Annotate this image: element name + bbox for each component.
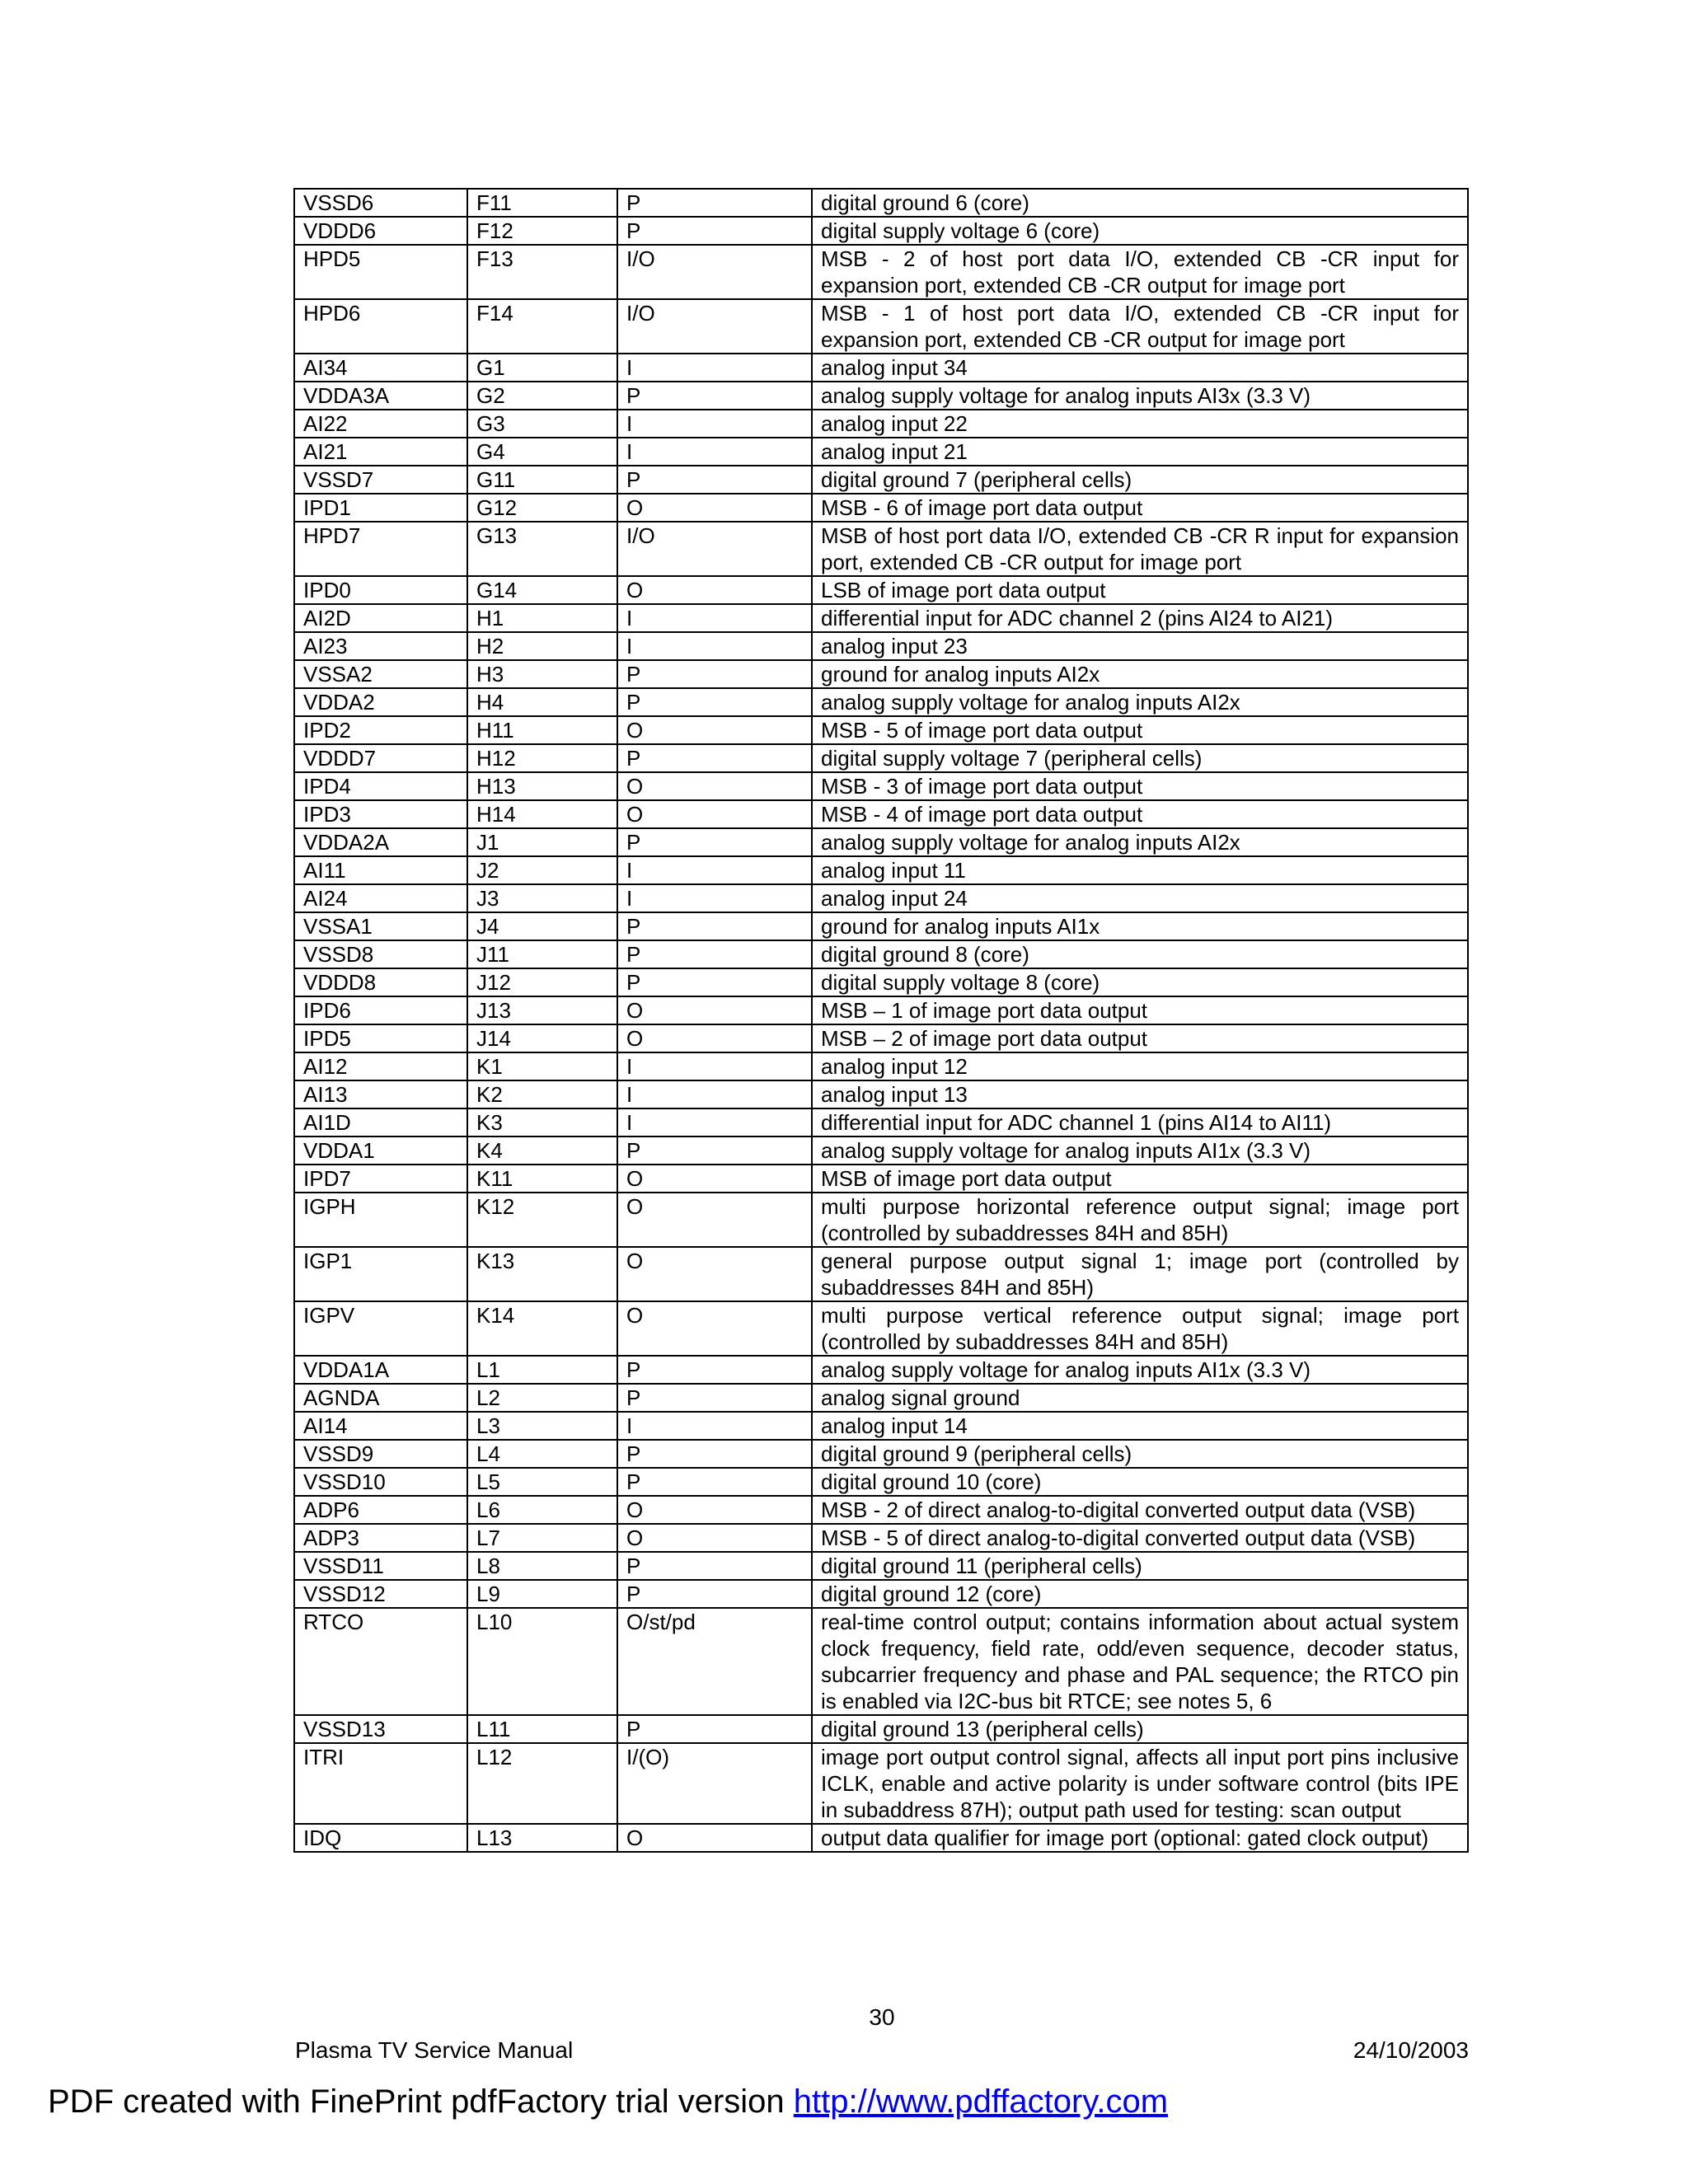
type-cell: O <box>617 800 812 828</box>
symbol-cell: IPD2 <box>294 716 467 744</box>
type-cell: I <box>617 604 812 632</box>
symbol-cell: VDDD7 <box>294 744 467 772</box>
type-cell: P <box>617 217 812 245</box>
pin-cell: G13 <box>467 522 617 576</box>
symbol-cell: IDQ <box>294 1824 467 1852</box>
symbol-cell: VDDA1A <box>294 1356 467 1384</box>
pin-cell: H13 <box>467 772 617 800</box>
table-row <box>294 245 1468 299</box>
pin-cell: L1 <box>467 1356 617 1384</box>
pin-cell: L2 <box>467 1384 617 1412</box>
symbol-cell: VDDA3A <box>294 382 467 410</box>
description-cell: digital ground 9 (peripheral cells) <box>812 1440 1468 1468</box>
type-cell: P <box>617 1552 812 1580</box>
symbol-cell: IPD6 <box>294 996 467 1024</box>
pin-cell: G11 <box>467 466 617 494</box>
symbol-cell: VSSD11 <box>294 1552 467 1580</box>
type-cell: O <box>617 576 812 604</box>
symbol-cell: AI12 <box>294 1052 467 1080</box>
pin-cell: J1 <box>467 828 617 856</box>
pin-cell: H4 <box>467 688 617 716</box>
pin-cell: J4 <box>467 912 617 940</box>
symbol-cell: IGP1 <box>294 1247 467 1301</box>
type-cell: P <box>617 189 812 217</box>
type-cell: O <box>617 1193 812 1247</box>
table-row <box>294 1440 1468 1468</box>
pin-cell: H11 <box>467 716 617 744</box>
type-cell: I <box>617 1108 812 1137</box>
description-cell: MSB - 5 of image port data output <box>812 716 1468 744</box>
pin-cell: K13 <box>467 1247 617 1301</box>
symbol-cell: AI1D <box>294 1108 467 1137</box>
table-row <box>294 1468 1468 1496</box>
pin-cell: F14 <box>467 299 617 354</box>
type-cell: I <box>617 410 812 438</box>
type-cell: P <box>617 1715 812 1743</box>
symbol-cell: AI11 <box>294 856 467 884</box>
type-cell: O <box>617 1524 812 1552</box>
table-row <box>294 1137 1468 1165</box>
symbol-cell: VSSD13 <box>294 1715 467 1743</box>
table-row <box>294 1824 1468 1852</box>
table-row <box>294 660 1468 688</box>
type-cell: I/O <box>617 522 812 576</box>
symbol-cell: AI13 <box>294 1080 467 1108</box>
pin-cell: J11 <box>467 940 617 968</box>
symbol-cell: AI34 <box>294 354 467 382</box>
table-row <box>294 522 1468 576</box>
table-row <box>294 1024 1468 1052</box>
table-row <box>294 1524 1468 1552</box>
description-cell: MSB - 2 of direct analog-to-digital converted output data (VSB) <box>812 1496 1468 1524</box>
symbol-cell: VDDA1 <box>294 1137 467 1165</box>
description-cell: analog supply voltage for analog inputs AI3x (3.3 V) <box>812 382 1468 410</box>
table-row <box>294 856 1468 884</box>
table-row <box>294 1412 1468 1440</box>
table-row <box>294 1552 1468 1580</box>
description-cell: digital ground 6 (core) <box>812 189 1468 217</box>
type-cell: P <box>617 1356 812 1384</box>
description-cell: analog input 21 <box>812 438 1468 466</box>
symbol-cell: RTCO <box>294 1608 467 1715</box>
table-row <box>294 604 1468 632</box>
table-row <box>294 744 1468 772</box>
description-cell: analog input 34 <box>812 354 1468 382</box>
table-row <box>294 688 1468 716</box>
description-cell: MSB – 2 of image port data output <box>812 1024 1468 1052</box>
description-cell: output data qualifier for image port (optional: gated clock output) <box>812 1824 1468 1852</box>
type-cell: I <box>617 354 812 382</box>
pin-cell: G2 <box>467 382 617 410</box>
symbol-cell: AI22 <box>294 410 467 438</box>
symbol-cell: VSSD12 <box>294 1580 467 1608</box>
symbol-cell: IPD5 <box>294 1024 467 1052</box>
symbol-cell: ADP3 <box>294 1524 467 1552</box>
pin-cell: J3 <box>467 884 617 912</box>
table-row <box>294 1052 1468 1080</box>
table-row <box>294 1193 1468 1247</box>
symbol-cell: IPD0 <box>294 576 467 604</box>
type-cell: P <box>617 466 812 494</box>
type-cell: O <box>617 1165 812 1193</box>
description-cell: analog supply voltage for analog inputs AI1x (3.3 V) <box>812 1137 1468 1165</box>
symbol-cell: IPD4 <box>294 772 467 800</box>
pin-cell: K12 <box>467 1193 617 1247</box>
pin-cell: L4 <box>467 1440 617 1468</box>
description-cell: analog input 22 <box>812 410 1468 438</box>
pin-cell: L6 <box>467 1496 617 1524</box>
table-row <box>294 1608 1468 1715</box>
pin-cell: G4 <box>467 438 617 466</box>
symbol-cell: VSSD9 <box>294 1440 467 1468</box>
description-cell: MSB - 1 of host port data I/O, extended CB -CR input for expansion port, extended CB -CR output for image port <box>812 299 1468 354</box>
pin-cell: H1 <box>467 604 617 632</box>
pin-cell: L5 <box>467 1468 617 1496</box>
type-cell: P <box>617 744 812 772</box>
description-cell: multi purpose horizontal reference output signal; image port (controlled by subaddresses 84H and 85H) <box>812 1193 1468 1247</box>
table-row <box>294 1247 1468 1301</box>
type-cell: O <box>617 772 812 800</box>
table-row <box>294 1384 1468 1412</box>
description-cell: ground for analog inputs AI2x <box>812 660 1468 688</box>
symbol-cell: AI21 <box>294 438 467 466</box>
pin-cell: K3 <box>467 1108 617 1137</box>
description-cell: MSB - 4 of image port data output <box>812 800 1468 828</box>
table-row <box>294 1356 1468 1384</box>
type-cell: O <box>617 494 812 522</box>
pin-cell: J14 <box>467 1024 617 1052</box>
document-date: 24/10/2003 <box>1353 2037 1469 2063</box>
pin-cell: G1 <box>467 354 617 382</box>
description-cell: MSB of image port data output <box>812 1165 1468 1193</box>
table-row <box>294 772 1468 800</box>
symbol-cell: VSSD6 <box>294 189 467 217</box>
pin-cell: H12 <box>467 744 617 772</box>
description-cell: real-time control output; contains information about actual system clock frequency, field rate, odd/even sequence, decoder status, subcarrier frequency and phase and PAL sequence; the RTCO pin is enabled via I2C-bus bit RTCE; see notes 5, 6 <box>812 1608 1468 1715</box>
table-row <box>294 716 1468 744</box>
table-row <box>294 1301 1468 1356</box>
table-row <box>294 1715 1468 1743</box>
description-cell: MSB - 3 of image port data output <box>812 772 1468 800</box>
symbol-cell: VDDD8 <box>294 968 467 996</box>
pin-cell: K2 <box>467 1080 617 1108</box>
description-cell: analog supply voltage for analog inputs AI2x <box>812 688 1468 716</box>
pin-cell: F11 <box>467 189 617 217</box>
type-cell: P <box>617 912 812 940</box>
table-row <box>294 800 1468 828</box>
type-cell: O <box>617 1024 812 1052</box>
type-cell: I <box>617 1080 812 1108</box>
type-cell: I/O <box>617 245 812 299</box>
pin-cell: L3 <box>467 1412 617 1440</box>
page-number: 30 <box>869 2004 895 2030</box>
description-cell: MSB - 2 of host port data I/O, extended CB -CR input for expansion port, extended CB -CR output for image port <box>812 245 1468 299</box>
pdffactory-link[interactable]: http://www.pdffactory.com <box>793 2083 1169 2120</box>
type-cell: P <box>617 828 812 856</box>
pin-cell: G12 <box>467 494 617 522</box>
pin-cell: L12 <box>467 1743 617 1824</box>
symbol-cell: VDDA2A <box>294 828 467 856</box>
pin-cell: H3 <box>467 660 617 688</box>
table-row <box>294 1108 1468 1137</box>
pin-cell: K11 <box>467 1165 617 1193</box>
type-cell: P <box>617 940 812 968</box>
manual-title: Plasma TV Service Manual <box>295 2037 574 2063</box>
description-cell: analog input 12 <box>812 1052 1468 1080</box>
symbol-cell: AI24 <box>294 884 467 912</box>
table-row <box>294 912 1468 940</box>
pin-cell: J13 <box>467 996 617 1024</box>
symbol-cell: ITRI <box>294 1743 467 1824</box>
description-cell: digital supply voltage 7 (peripheral cells) <box>812 744 1468 772</box>
type-cell: P <box>617 1137 812 1165</box>
table-row <box>294 217 1468 245</box>
type-cell: I/O <box>617 299 812 354</box>
symbol-cell: HPD6 <box>294 299 467 354</box>
symbol-cell: IPD3 <box>294 800 467 828</box>
type-cell: P <box>617 1384 812 1412</box>
table-row <box>294 354 1468 382</box>
description-cell: digital ground 10 (core) <box>812 1468 1468 1496</box>
description-cell: general purpose output signal 1; image port (controlled by subaddresses 84H and 85H) <box>812 1247 1468 1301</box>
table-row <box>294 632 1468 660</box>
symbol-cell: IPD1 <box>294 494 467 522</box>
symbol-cell: VSSD7 <box>294 466 467 494</box>
table-row <box>294 576 1468 604</box>
table-row <box>294 299 1468 354</box>
pin-cell: K4 <box>467 1137 617 1165</box>
pin-table-body <box>294 189 1468 1852</box>
description-cell: MSB of host port data I/O, extended CB -CR R input for expansion port, extended CB -CR output for image port <box>812 522 1468 576</box>
table-row <box>294 189 1468 217</box>
symbol-cell: HPD5 <box>294 245 467 299</box>
description-cell: MSB - 6 of image port data output <box>812 494 1468 522</box>
symbol-cell: ADP6 <box>294 1496 467 1524</box>
description-cell: digital ground 11 (peripheral cells) <box>812 1552 1468 1580</box>
table-row <box>294 410 1468 438</box>
symbol-cell: IGPH <box>294 1193 467 1247</box>
type-cell: O/st/pd <box>617 1608 812 1715</box>
description-cell: digital ground 13 (peripheral cells) <box>812 1715 1468 1743</box>
symbol-cell: IGPV <box>294 1301 467 1356</box>
table-row <box>294 968 1468 996</box>
pin-cell: K1 <box>467 1052 617 1080</box>
pin-cell: K14 <box>467 1301 617 1356</box>
symbol-cell: VSSD10 <box>294 1468 467 1496</box>
table-row <box>294 466 1468 494</box>
type-cell: P <box>617 660 812 688</box>
type-cell: O <box>617 1301 812 1356</box>
table-row <box>294 494 1468 522</box>
pin-cell: G3 <box>467 410 617 438</box>
description-cell: analog input 24 <box>812 884 1468 912</box>
symbol-cell: VDDA2 <box>294 688 467 716</box>
pin-cell: L13 <box>467 1824 617 1852</box>
type-cell: P <box>617 1580 812 1608</box>
pin-cell: L8 <box>467 1552 617 1580</box>
description-cell: digital supply voltage 6 (core) <box>812 217 1468 245</box>
type-cell: I <box>617 884 812 912</box>
table-row <box>294 940 1468 968</box>
table-row <box>294 996 1468 1024</box>
pin-description-table <box>293 188 1469 1853</box>
pin-cell: H14 <box>467 800 617 828</box>
table-row <box>294 1496 1468 1524</box>
description-cell: digital ground 7 (peripheral cells) <box>812 466 1468 494</box>
description-cell: analog input 14 <box>812 1412 1468 1440</box>
pin-cell: L10 <box>467 1608 617 1715</box>
type-cell: P <box>617 1440 812 1468</box>
symbol-cell: VSSA2 <box>294 660 467 688</box>
description-cell: differential input for ADC channel 1 (pins AI14 to AI11) <box>812 1108 1468 1137</box>
type-cell: I <box>617 1052 812 1080</box>
symbol-cell: AGNDA <box>294 1384 467 1412</box>
type-cell: O <box>617 1247 812 1301</box>
pdf-watermark <box>48 2083 1168 2121</box>
description-cell: ground for analog inputs AI1x <box>812 912 1468 940</box>
symbol-cell: VSSA1 <box>294 912 467 940</box>
type-cell: I <box>617 1412 812 1440</box>
table-row <box>294 1580 1468 1608</box>
type-cell: O <box>617 1496 812 1524</box>
table-row <box>294 1165 1468 1193</box>
description-cell: digital ground 12 (core) <box>812 1580 1468 1608</box>
type-cell: P <box>617 688 812 716</box>
pin-cell: J12 <box>467 968 617 996</box>
symbol-cell: IPD7 <box>294 1165 467 1193</box>
symbol-cell: VDDD6 <box>294 217 467 245</box>
pin-cell: F13 <box>467 245 617 299</box>
type-cell: I <box>617 632 812 660</box>
type-cell: I <box>617 856 812 884</box>
description-cell: image port output control signal, affects all input port pins inclusive ICLK, enable and active polarity is under software control (bits IPE in subaddress 87H); output path used for testing: scan output <box>812 1743 1468 1824</box>
type-cell: P <box>617 968 812 996</box>
pin-cell: G14 <box>467 576 617 604</box>
table-row <box>294 382 1468 410</box>
table-row <box>294 884 1468 912</box>
pin-cell: H2 <box>467 632 617 660</box>
type-cell: O <box>617 1824 812 1852</box>
description-cell: digital ground 8 (core) <box>812 940 1468 968</box>
symbol-cell: HPD7 <box>294 522 467 576</box>
symbol-cell: VSSD8 <box>294 940 467 968</box>
type-cell: I/(O) <box>617 1743 812 1824</box>
pin-cell: L9 <box>467 1580 617 1608</box>
type-cell: O <box>617 716 812 744</box>
watermark-text: PDF created with FinePrint pdfFactory trial version <box>48 2083 794 2120</box>
description-cell: analog input 13 <box>812 1080 1468 1108</box>
description-cell: analog input 11 <box>812 856 1468 884</box>
description-cell: analog input 23 <box>812 632 1468 660</box>
table-row <box>294 828 1468 856</box>
description-cell: digital supply voltage 8 (core) <box>812 968 1468 996</box>
type-cell: P <box>617 1468 812 1496</box>
pin-cell: J2 <box>467 856 617 884</box>
description-cell: MSB - 5 of direct analog-to-digital converted output data (VSB) <box>812 1524 1468 1552</box>
pin-cell: F12 <box>467 217 617 245</box>
symbol-cell: AI2D <box>294 604 467 632</box>
description-cell: analog signal ground <box>812 1384 1468 1412</box>
description-cell: differential input for ADC channel 2 (pins AI24 to AI21) <box>812 604 1468 632</box>
description-cell: analog supply voltage for analog inputs AI1x (3.3 V) <box>812 1356 1468 1384</box>
type-cell: P <box>617 382 812 410</box>
description-cell: LSB of image port data output <box>812 576 1468 604</box>
symbol-cell: AI14 <box>294 1412 467 1440</box>
pin-cell: L11 <box>467 1715 617 1743</box>
table-row <box>294 1080 1468 1108</box>
type-cell: I <box>617 438 812 466</box>
table-row <box>294 1743 1468 1824</box>
pin-cell: L7 <box>467 1524 617 1552</box>
type-cell: O <box>617 996 812 1024</box>
description-cell: MSB – 1 of image port data output <box>812 996 1468 1024</box>
description-cell: multi purpose vertical reference output signal; image port (controlled by subaddresses 84H and 85H) <box>812 1301 1468 1356</box>
symbol-cell: AI23 <box>294 632 467 660</box>
table-row <box>294 438 1468 466</box>
description-cell: analog supply voltage for analog inputs AI2x <box>812 828 1468 856</box>
